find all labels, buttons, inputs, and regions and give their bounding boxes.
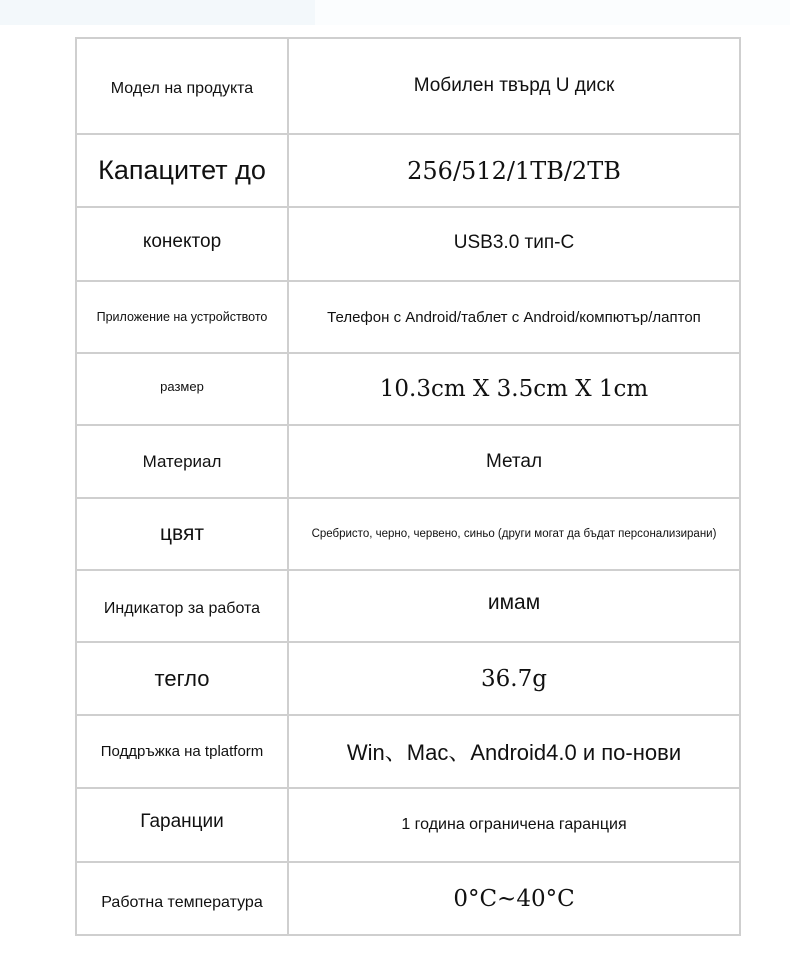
table-row <box>76 281 740 353</box>
table-row <box>76 862 740 935</box>
table-row <box>76 715 740 788</box>
row-label: тегло <box>76 642 288 715</box>
top-banner-strip <box>0 0 315 25</box>
row-value: 10.3cm X 3.5cm X 1cm <box>288 353 740 425</box>
row-value: 36.7g <box>288 642 740 715</box>
table-row <box>76 425 740 498</box>
table-row <box>76 498 740 570</box>
row-value: Сребристо, черно, червено, синьо (други могат да бъдат персонализирани) <box>288 498 740 570</box>
row-label: цвят <box>76 498 288 570</box>
row-label: Приложение на устройството <box>76 281 288 353</box>
table-row <box>76 353 740 425</box>
row-value: USB3.0 тип-C <box>288 207 740 281</box>
table-row <box>76 134 740 207</box>
table-row <box>76 38 740 134</box>
row-label: Гаранции <box>76 788 288 862</box>
row-label: Модел на продукта <box>76 38 288 134</box>
table-row <box>76 570 740 642</box>
table-row <box>76 642 740 715</box>
row-value: 256/512/1TB/2TB <box>288 134 740 207</box>
table-row <box>76 788 740 862</box>
top-banner-strip-right <box>315 0 790 25</box>
spec-table <box>75 37 741 936</box>
row-value: Мобилен твърд U диск <box>288 38 740 134</box>
table-row <box>76 207 740 281</box>
row-label: Индикатор за работа <box>76 570 288 642</box>
row-value: имам <box>288 570 740 642</box>
row-value: Телефон с Android/таблет с Android/компютър/лаптоп <box>288 281 740 353</box>
row-label: Работна температура <box>76 862 288 935</box>
row-label: конектор <box>76 207 288 281</box>
row-label: Материал <box>76 425 288 498</box>
row-label: размер <box>76 353 288 425</box>
row-label: Поддръжка на tplatform <box>76 715 288 788</box>
row-label: Капацитет до <box>76 134 288 207</box>
row-value: Win、Mac、Android4.0 и по-нови <box>288 715 740 788</box>
row-value: 1 година ограничена гаранция <box>288 788 740 862</box>
row-value: 0°C~40°C <box>288 862 740 935</box>
row-value: Метал <box>288 425 740 498</box>
